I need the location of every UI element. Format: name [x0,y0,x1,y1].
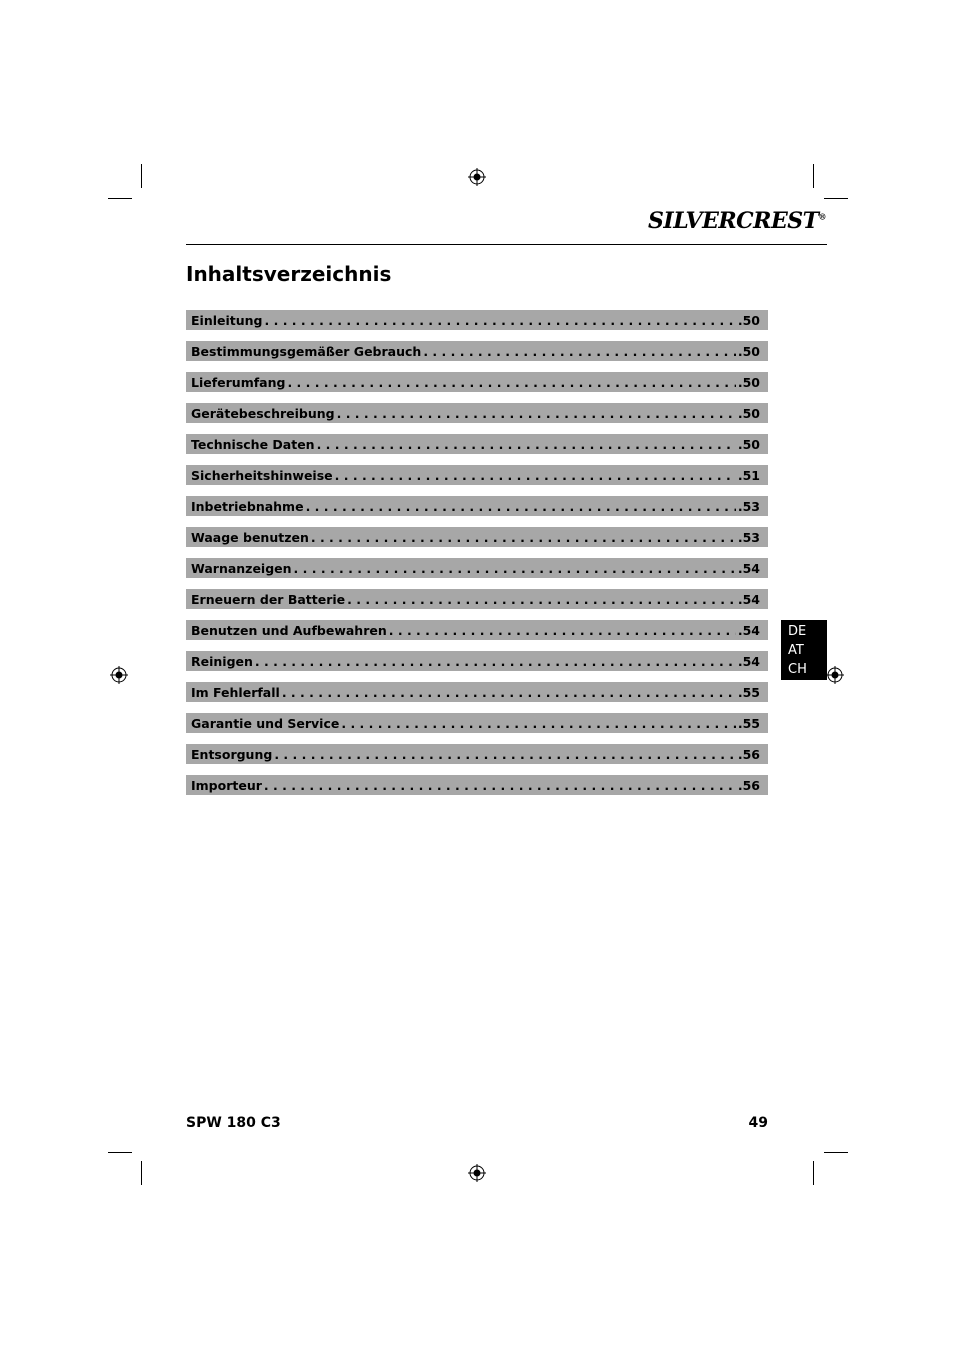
toc-entry-page: .53 [737,498,760,514]
crop-mark [824,1152,848,1153]
registration-mark-icon [826,666,844,684]
toc-entry-label: Sicherheitshinweise [191,467,333,483]
toc-entry-label: Gerätebeschreibung [191,405,335,421]
toc-entry-label: Entsorgung [191,746,273,762]
toc-entry[interactable] [186,496,768,516]
toc-entry-page: .55 [737,684,760,700]
brand-registered-mark: ® [818,211,826,222]
toc-entry-page: .56 [737,777,760,793]
toc-entry-page: .50 [737,312,760,328]
toc-leader-dots [311,530,736,545]
brand-name: SILVERCREST [648,208,819,234]
toc-entry-label: Garantie und Service [191,715,340,731]
toc-entry[interactable] [186,713,768,733]
toc-leader-dots [423,344,736,359]
toc-entry[interactable] [186,775,768,795]
toc-entry[interactable] [186,744,768,764]
toc-leader-dots [335,468,736,483]
toc-leader-dots [287,375,735,390]
header-rule [186,244,827,245]
toc-leader-dots [341,716,735,731]
toc-entry-label: Bestimmungsgemäßer Gebrauch [191,343,422,359]
toc-entry-page: .54 [737,653,760,669]
crop-mark [108,1152,132,1153]
toc-entry[interactable] [186,558,768,578]
toc-entry-label: Lieferumfang [191,374,286,390]
toc-entry-label: Reinigen [191,653,253,669]
crop-mark [813,1161,814,1185]
toc-entry-page: .50 [737,374,760,390]
toc-entry[interactable] [186,403,768,423]
toc-entry-page: .50 [737,405,760,421]
toc-entry[interactable] [186,682,768,702]
footer-model: SPW 180 C3 [186,1115,281,1131]
language-code: AT [788,643,804,658]
language-code: CH [788,662,807,677]
toc-entry-label: Im Fehlerfall [191,684,280,700]
toc-entry[interactable] [186,372,768,392]
footer-page-number: 49 [748,1115,768,1131]
language-code: DE [788,624,807,639]
table-of-contents [186,310,768,806]
toc-leader-dots [347,592,736,607]
toc-entry[interactable] [186,589,768,609]
toc-entry[interactable] [186,527,768,547]
toc-leader-dots [337,406,736,421]
toc-entry-label: Warnanzeigen [191,560,292,576]
toc-leader-dots [255,654,736,669]
toc-entry[interactable] [186,465,768,485]
crop-mark [813,164,814,188]
toc-entry[interactable] [186,341,768,361]
registration-mark-icon [468,168,486,186]
toc-entry[interactable] [186,434,768,454]
toc-leader-dots [389,623,736,638]
toc-entry-page: .55 [737,715,760,731]
toc-leader-dots [306,499,736,514]
toc-entry-page: .53 [737,529,760,545]
toc-entry[interactable] [186,620,768,640]
toc-leader-dots [265,313,736,328]
language-tab [781,620,827,680]
toc-entry-label: Benutzen und Aufbewahren [191,622,387,638]
toc-entry[interactable] [186,651,768,671]
toc-leader-dots [317,437,736,452]
toc-entry-page: .54 [737,591,760,607]
crop-mark [141,164,142,188]
page-title: Inhaltsverzeichnis [186,262,392,286]
toc-entry-label: Erneuern der Batterie [191,591,346,607]
toc-entry-page: .54 [737,622,760,638]
toc-entry-page: .51 [737,467,760,483]
crop-mark [141,1161,142,1185]
brand-logo [600,208,826,234]
toc-entry-label: Technische Daten [191,436,315,452]
crop-mark [824,198,848,199]
registration-mark-icon [110,666,128,684]
toc-entry-label: Waage benutzen [191,529,309,545]
registration-mark-icon [468,1164,486,1182]
toc-leader-dots [264,778,736,793]
toc-entry-label: Inbetriebnahme [191,498,304,514]
toc-leader-dots [294,561,736,576]
toc-entry-page: .54 [737,560,760,576]
toc-entry[interactable] [186,310,768,330]
crop-mark [108,198,132,199]
toc-entry-page: .50 [737,436,760,452]
toc-entry-page: .56 [737,746,760,762]
toc-leader-dots [282,685,736,700]
toc-entry-page: .50 [737,343,760,359]
toc-leader-dots [274,747,736,762]
toc-entry-label: Einleitung [191,312,263,328]
toc-entry-label: Importeur [191,777,262,793]
